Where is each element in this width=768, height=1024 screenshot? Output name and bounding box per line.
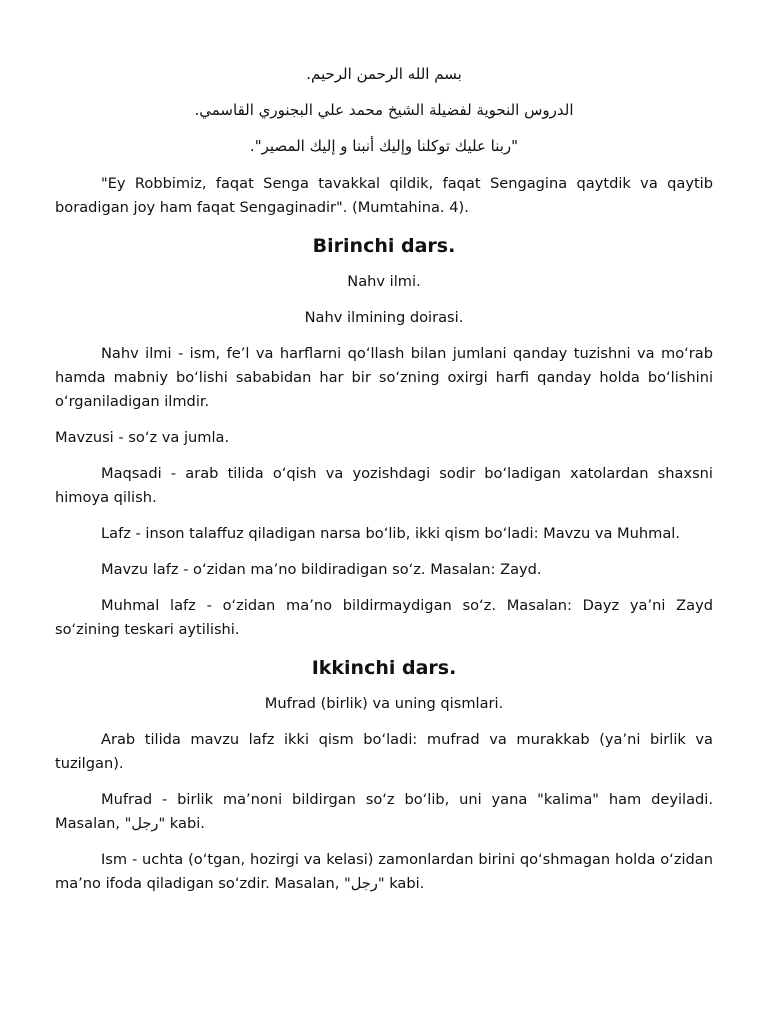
lesson-one-heading: Birinchi dars. (312, 235, 456, 257)
lesson-one-subtitle: Nahv ilmi. (347, 273, 421, 290)
ism-paragraph: Ism - uchta (o‘tgan, hozirgi va kelasi) zamonlardan birini qo‘shmagan holda o‘zidan ma’no ifoda qiladigan so‘zdir. Masalan, "رجل" kabi. (55, 851, 713, 892)
mavzu-lafz-types-paragraph: Arab tilida mavzu lafz ikki qism bo‘ladi: mufrad va murakkab (ya’ni birlik va tuzilgan). (55, 731, 713, 772)
lafz-paragraph: Lafz - inson talaffuz qiladigan narsa bo‘lib, ikki qism bo‘ladi: Mavzu va Muhmal. (101, 525, 681, 542)
verse-translation: "Ey Robbimiz, faqat Senga tavakkal qildik, faqat Sengagina qaytdik va qaytib boradigan joy ham faqat Sengaginadir". (Mumtahina. 4). (55, 175, 713, 216)
lesson-two-heading: Ikkinchi dars. (311, 657, 457, 679)
muhmal-lafz-paragraph: Muhmal lafz - o‘zidan ma’no bildirmaydigan so‘z. Masalan: Dayz ya’ni Zayd so‘zining teskari aytilishi. (55, 597, 713, 638)
mavzu-lafz-paragraph: Mavzu lafz - o‘zidan ma’no bildiradigan so‘z. Masalan: Zayd. (101, 561, 542, 578)
lesson-one-subtitle-scope: Nahv ilmining doirasi. (304, 309, 464, 326)
purpose-paragraph: Maqsadi - arab tilida o‘qish va yozishdagi sodir bo‘ladigan xatolardan shaxsni himoya qilish. (55, 465, 713, 506)
nahv-definition-paragraph: Nahv ilmi - ism, fe’l va harflarni qo‘llash bilan jumlani qanday tuzishni va mo‘rab hamda mabniy bo‘lishi sababidan har bir so‘zning oxirgi harfi qanday holda bo‘lishini o‘rganiladigan ilmdir. (55, 345, 713, 410)
mufrad-paragraph: Mufrad - birlik ma’noni bildirgan so‘z bo‘lib, uni yana "kalima" ham deyiladi. Masalan, "رجل" kabi. (55, 791, 713, 832)
subject-paragraph: Mavzusi - so‘z va jumla. (55, 429, 230, 446)
quran-verse-arabic: "ربنا عليك توكلنا وإليك أنبنا و إليك المصير". (249, 137, 519, 155)
basmala-line: بسم الله الرحمن الرحيم. (306, 65, 462, 83)
book-title-arabic: الدروس النحوية لفضيلة الشيخ محمد علي البجنوري القاسمي. (194, 101, 574, 119)
lesson-two-subtitle: Mufrad (birlik) va uning qismlari. (264, 695, 504, 712)
